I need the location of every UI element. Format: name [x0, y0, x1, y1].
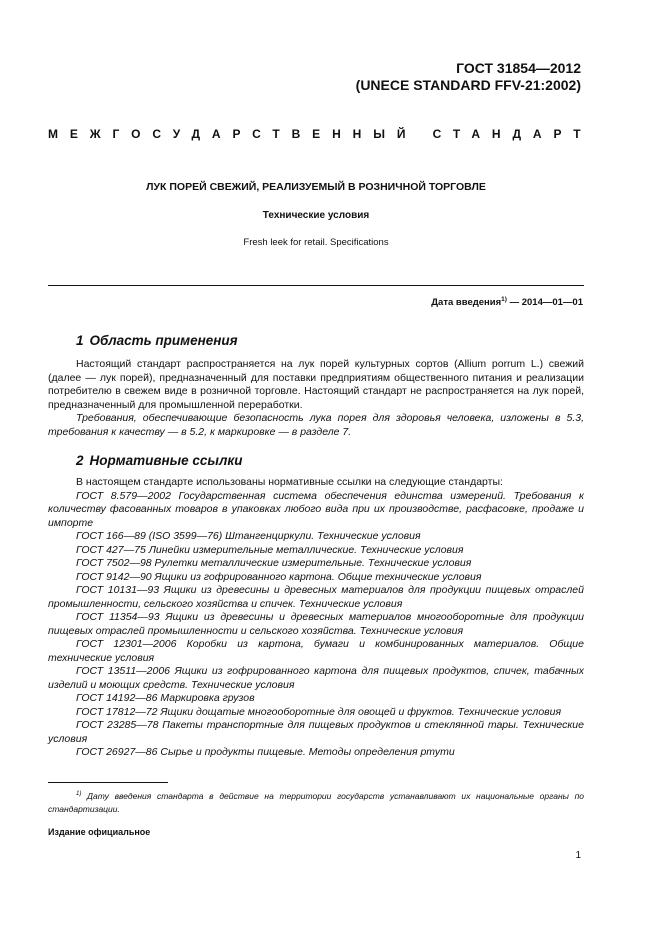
- reference-item: ГОСТ 11354—93 Ящики из древесины и древесных материалов многооборотные для продукции пищевых отраслей промышленности и сельского хозяйства. Технические условия: [48, 611, 584, 637]
- section-1-heading: [76, 333, 244, 348]
- reference-item: ГОСТ 7502—98 Рулетки металлические измерительные. Технические условия: [76, 557, 472, 569]
- footnote-text: Дату введения стандарта в действие на территории государств устанавливают их национальные органы по стандартизации.: [48, 790, 584, 814]
- interstate-standard-label: МЕЖГОСУДАРСТВЕННЫЙ СТАНДАРТ: [48, 127, 593, 141]
- date-footnote-mark: 1): [501, 296, 507, 303]
- footnote-divider: [48, 782, 168, 783]
- reference-item: ГОСТ 427—75 Линейки измерительные металлические. Технические условия: [76, 543, 464, 556]
- section-2-body: [48, 476, 584, 760]
- footnote-mark: 1): [76, 791, 82, 797]
- reference-item: ГОСТ 13511—2006 Ящики из гофрированного картона для пищевых продуктов, спичек, табачных изделий и моющих средств. Технические условия: [48, 665, 584, 691]
- effective-date: [431, 296, 583, 308]
- reference-item: ГОСТ 26927—86 Сырье и продукты пищевые. Методы определения ртути: [76, 746, 455, 758]
- document-subtitle: Технические условия: [262, 210, 370, 221]
- reference-item: ГОСТ 166—89 (ISO 3599—76) Штангенциркули. Технические условия: [76, 530, 421, 542]
- reference-item: ГОСТ 12301—2006 Коробки из картона, бумаги и комбинированных материалов. Общие технические условия: [48, 638, 584, 664]
- section-2-heading: [76, 453, 248, 468]
- footnote: [48, 788, 584, 816]
- section-1-paragraph: Настоящий стандарт распространяется на лук порей культурных сортов (Allium porrum L.) свежий (далее — лук порей), предназначенный для поставки предприятиям общественного питания и реализации потребителю в свежем виде в розничной торговле. Настоящий стандарт не распространяется на лук порей, предназначенный для промышленной переработки.: [48, 358, 584, 411]
- official-edition-label: Издание официальное: [48, 827, 151, 837]
- english-title: Fresh leek for retail. Specifications: [243, 237, 389, 248]
- section-1-body: [48, 358, 584, 439]
- reference-item: ГОСТ 10131—93 Ящики из древесины и древесных материалов для продукции пищевых отраслей промышленности, сельского хозяйства и спичек. Технические условия: [48, 584, 584, 610]
- date-value: — 2014—01—01: [506, 297, 583, 309]
- section-2-title: Нормативные ссылки: [89, 453, 243, 468]
- reference-item: ГОСТ 8.579—2002 Государственная система обеспечения единства измерений. Требования к количеству фасованных товаров в упаковках любого вида при их производстве, расфасовке, продаже и импорте: [48, 489, 584, 529]
- standard-number: ГОСТ 31854—2012: [456, 60, 581, 76]
- section-1-paragraph: Требования, обеспечивающие безопасность лука порея для здоровья человека, изложены в 5.3, требования к качеству — в 5.2, к маркировке — в разделе 7.: [48, 412, 584, 438]
- section-2-intro: В настоящем стандарте использованы нормативные ссылки на следующие стандарты:: [76, 476, 503, 488]
- title-divider: [48, 285, 584, 286]
- page-number: 1: [575, 850, 581, 861]
- reference-item: ГОСТ 14192—86 Маркировка грузов: [76, 692, 255, 704]
- section-2-number: 2: [76, 453, 84, 468]
- document-title: ЛУК ПОРЕЙ СВЕЖИЙ, РЕАЛИЗУЕМЫЙ В РОЗНИЧНОЙ ТОРГОВЛЕ: [146, 181, 486, 193]
- section-1-number: 1: [76, 333, 84, 348]
- reference-item: ГОСТ 17812—72 Ящики дощатые многооборотные для овощей и фруктов. Технические условия: [76, 705, 562, 718]
- unece-standard: (UNECE STANDARD FFV-21:2002): [355, 77, 581, 93]
- section-1-title: Область применения: [89, 333, 238, 348]
- date-label: Дата введения: [431, 297, 502, 309]
- reference-item: ГОСТ 9142—90 Ящики из гофрированного картона. Общие технические условия: [76, 570, 482, 583]
- reference-item: ГОСТ 23285—78 Пакеты транспортные для пищевых продуктов и стеклянной тары. Технические условия: [48, 719, 584, 745]
